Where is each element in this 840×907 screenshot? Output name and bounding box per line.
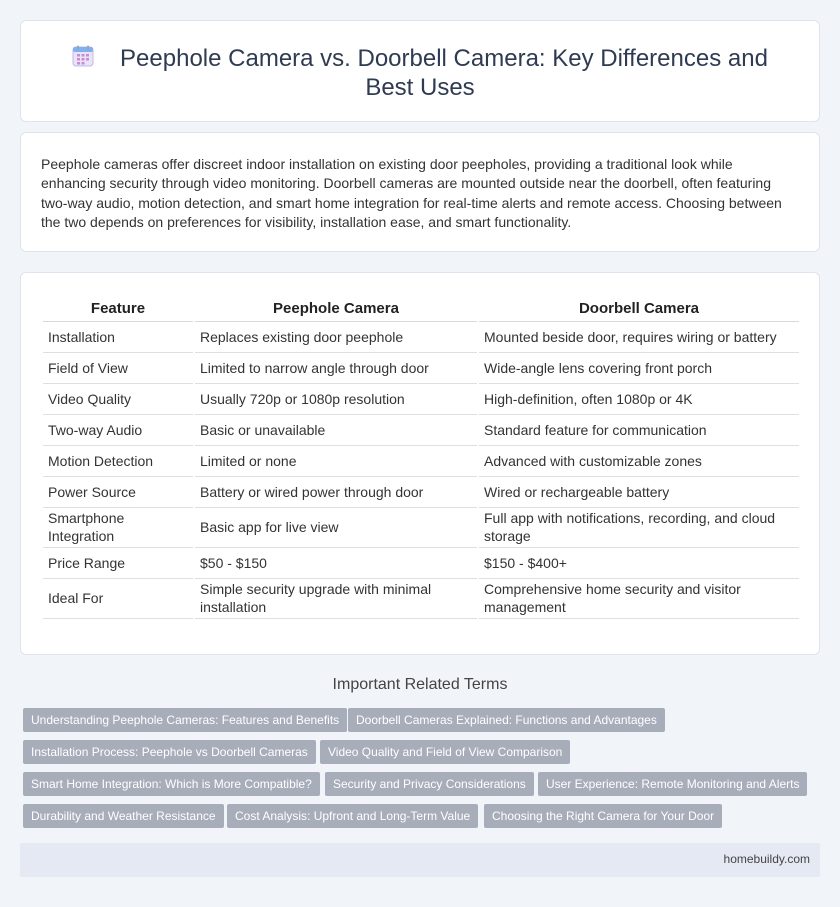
doorbell-cell: Wide-angle lens covering front porch <box>478 352 799 383</box>
feature-cell: Power Source <box>43 476 194 507</box>
table-row <box>43 414 799 445</box>
footer-site-name[interactable]: homebuildy.com <box>723 852 810 866</box>
column-header-peephole: Peephole Camera <box>194 291 478 321</box>
related-term-tag[interactable]: User Experience: Remote Monitoring and Alerts <box>538 772 807 796</box>
intro-card <box>20 132 820 252</box>
footer <box>20 843 820 877</box>
peephole-cell: Simple security upgrade with minimal installation <box>194 578 478 618</box>
doorbell-cell: Wired or rechargeable battery <box>478 476 799 507</box>
doorbell-cell: $150 - $400+ <box>478 547 799 578</box>
related-term-tag[interactable]: Cost Analysis: Upfront and Long-Term Value <box>227 804 478 828</box>
doorbell-cell: Comprehensive home security and visitor management <box>478 578 799 618</box>
peephole-cell: Battery or wired power through door <box>194 476 478 507</box>
feature-cell: Field of View <box>43 352 194 383</box>
comparison-table <box>43 291 799 619</box>
related-term-tag[interactable]: Doorbell Cameras Explained: Functions and Advantages <box>348 708 665 732</box>
table-row <box>43 547 799 578</box>
related-term-tag[interactable]: Video Quality and Field of View Comparison <box>320 740 570 764</box>
related-term-tag[interactable]: Security and Privacy Considerations <box>325 772 534 796</box>
peephole-cell: Replaces existing door peephole <box>194 321 478 352</box>
table-row <box>43 383 799 414</box>
feature-cell: Motion Detection <box>43 445 194 476</box>
feature-cell: Two-way Audio <box>43 414 194 445</box>
feature-cell: Smartphone Integration <box>43 507 194 547</box>
calendar-icon <box>72 45 94 67</box>
related-term-tag[interactable]: Installation Process: Peephole vs Doorbell Cameras <box>23 740 316 764</box>
related-term-tag[interactable]: Smart Home Integration: Which is More Compatible? <box>23 772 320 796</box>
column-header-doorbell: Doorbell Camera <box>478 291 799 321</box>
feature-cell: Installation <box>43 321 194 352</box>
table-row <box>43 352 799 383</box>
doorbell-cell: High-definition, often 1080p or 4K <box>478 383 799 414</box>
table-header-row <box>43 291 799 321</box>
peephole-cell: Basic app for live view <box>194 507 478 547</box>
table-row <box>43 507 799 547</box>
doorbell-cell: Mounted beside door, requires wiring or battery <box>478 321 799 352</box>
peephole-cell: Limited to narrow angle through door <box>194 352 478 383</box>
column-header-feature: Feature <box>43 291 194 321</box>
related-term-tag[interactable]: Understanding Peephole Cameras: Features and Benefits <box>23 708 347 732</box>
related-terms-heading: Important Related Terms <box>332 676 508 693</box>
related-term-tag[interactable]: Durability and Weather Resistance <box>23 804 224 828</box>
peephole-cell: $50 - $150 <box>194 547 478 578</box>
title-card <box>20 20 820 122</box>
related-term-tag[interactable]: Choosing the Right Camera for Your Door <box>484 804 722 828</box>
feature-cell: Price Range <box>43 547 194 578</box>
feature-cell: Ideal For <box>43 578 194 618</box>
doorbell-cell: Full app with notifications, recording, and cloud storage <box>478 507 799 547</box>
table-row <box>43 321 799 352</box>
table-row <box>43 578 799 618</box>
feature-cell: Video Quality <box>43 383 194 414</box>
peephole-cell: Limited or none <box>194 445 478 476</box>
doorbell-cell: Standard feature for communication <box>478 414 799 445</box>
table-row <box>43 476 799 507</box>
peephole-cell: Basic or unavailable <box>194 414 478 445</box>
peephole-cell: Usually 720p or 1080p resolution <box>194 383 478 414</box>
comparison-table-card <box>20 272 820 655</box>
page-title: Peephole Camera vs. Doorbell Camera: Key Differences and Best Uses <box>120 45 768 101</box>
table-row <box>43 445 799 476</box>
doorbell-cell: Advanced with customizable zones <box>478 445 799 476</box>
intro-paragraph: Peephole cameras offer discreet indoor installation on existing door peepholes, providing a traditional look while enhancing security through video monitoring. Doorbell cameras are mounted outside near the doorbell, often featuring two-way audio, motion detection, and smart home integration for real-time alerts and remote access. Choosing between the two depends on preferences for visibility, installation ease, and smart functionality. <box>41 156 782 230</box>
